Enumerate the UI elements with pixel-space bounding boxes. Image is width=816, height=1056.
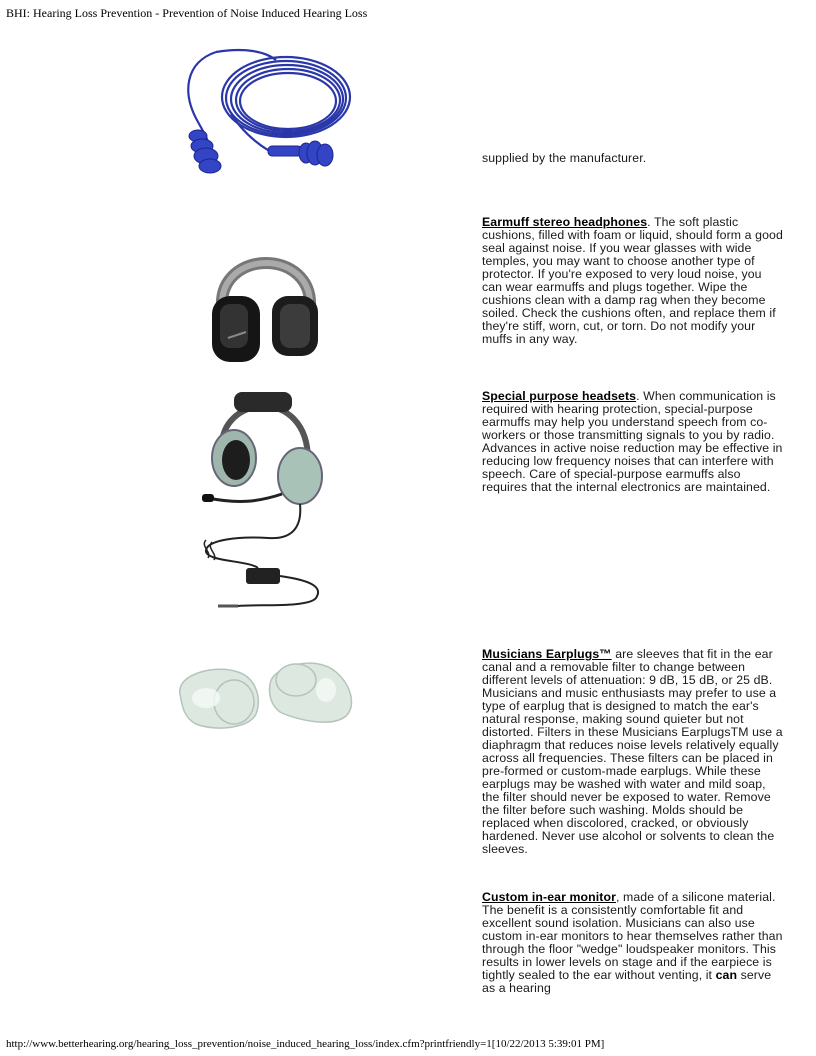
earmuff-body: . The soft plastic cushions, filled with foam or liquid, should form a good seal against noise. If you wear glasses with wide temples, you may want to choose another type of protector. If you're exposed to very loud noise, you can wear earmuffs and plugs together. Wipe the cushions clean with a damp rag when they become soiled. Check the cushions often, and replace them if they're stiff, worn, cut, or torn. Do not modify your muffs in any way. bbox=[482, 215, 783, 346]
earplugs-text-tail bbox=[482, 152, 784, 165]
earmuff-headphones-image bbox=[210, 238, 322, 368]
monitor-body: , made of a silicone material. The benefit is a consistently comfortable fit and excellent sound isolation. Musicians can also use custom in-ear monitors to hear themselves rather than through the floor "wedge" loudspeaker monitors. This results in lower levels on stage and if the earpiece is tightly sealed to the ear without venting, it bbox=[482, 890, 783, 982]
musicians-earplugs-image bbox=[176, 654, 360, 736]
headset-body: . When communication is required with hearing protection, special-purpose earmuffs may help you understand speech from co-workers or those transmitting signals to you by radio. Advances in active noise reduction may be effective in reducing low frequency noises that can interfere with speech. Care of special-purpose earmuffs also requires that the internal electronics are maintained. bbox=[482, 389, 783, 494]
musicians-body: are sleeves that fit in the ear canal and a removable filter to change between different levels of attenuation: 9 dB, 15 dB, or 25 dB. Musicians and music enthusiasts may prefer to use a type of earplug that is designed to match the ear's natural response, making sound quieter but not distorted. Filters in these Musicians EarplugsTM use a diaphragm that reduces noise levels relatively equally across all frequencies. These filters can be placed in pre-formed or custom-made earplugs. While these earplugs may be washed with water and mild soap, the filter should never be exposed to water. Remove the filter before such washing. Molds should be replaced when discolored, cracked, or obviously hardened. Never use alcohol or solvents to clean the sleeves. bbox=[482, 647, 783, 856]
monitor-tail: serve as a hearing bbox=[482, 968, 772, 995]
monitor-section bbox=[482, 891, 784, 995]
earmuff-section bbox=[482, 216, 784, 346]
headset-section bbox=[482, 390, 784, 494]
earplugs-tail-body: supplied by the manufacturer. bbox=[482, 151, 647, 165]
monitor-title: Custom in-ear monitor bbox=[482, 890, 616, 904]
corded-earplugs-image bbox=[176, 42, 356, 177]
page-footer-url: http://www.betterhearing.org/hearing_loss_prevention/noise_induced_hearing_loss/index.cfm?printfriendly=1[10/22/2013 5:39:01 PM] bbox=[6, 1038, 605, 1050]
musicians-section bbox=[482, 648, 784, 856]
headset-title: Special purpose headsets bbox=[482, 389, 637, 403]
earmuff-title: Earmuff stereo headphones bbox=[482, 215, 648, 229]
special-purpose-headset-image bbox=[198, 390, 338, 625]
musicians-title: Musicians Earplugs™ bbox=[482, 647, 612, 661]
page-header-title: BHI: Hearing Loss Prevention - Prevention of Noise Induced Hearing Loss bbox=[6, 6, 368, 20]
monitor-bold-word: can bbox=[715, 968, 738, 982]
